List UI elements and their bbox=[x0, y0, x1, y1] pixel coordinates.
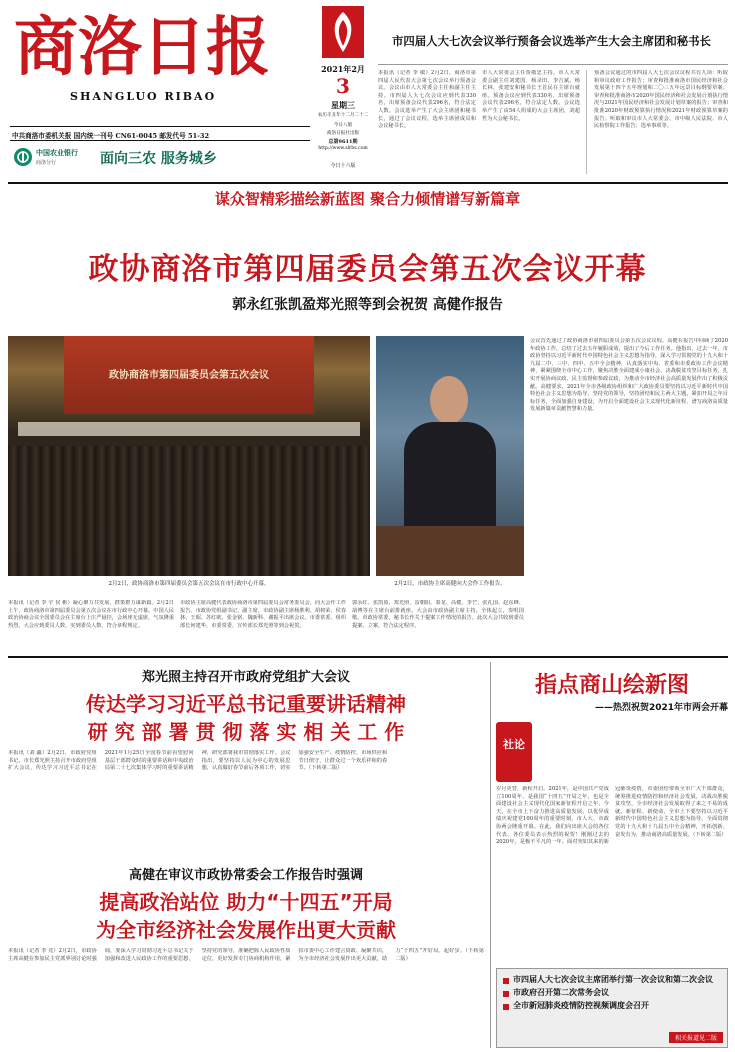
crane-logo-icon bbox=[322, 6, 364, 58]
top-headline: 市四届人大七次会议举行预备会议选举产生大会主席团和秘书长 bbox=[392, 34, 711, 48]
date-lunar: 农历辛丑年十二月二十二 bbox=[317, 113, 369, 118]
square-bullet-icon bbox=[503, 978, 509, 984]
bank-slogan: 面向三农 服务城乡 bbox=[100, 151, 217, 167]
story2-headline-2: 研 究 部 署 贯 彻 落 实 相 关 工 作 bbox=[87, 720, 405, 744]
feature-headline: 指点商山绘新图 bbox=[534, 673, 689, 698]
photo-banner-text: 政协商洛市第四届委员会第五次会议 bbox=[109, 370, 269, 381]
story3-body: 本报讯（记者 李 竞）2月2日，市政协主席高健在参加民主党派界别讨论时强调，要深入学习贯彻习近平总书记关于加强和改进人民政协工作的重要思想，坚持党的领导，准确把握人民政协性质定位，更好发挥专门协商机构作用，紧扣市委中心工作建言资政、凝聚共识，为全市经济社会发展作出更大贡献，助力“十四五”开好局、起好步。（下转第二版） bbox=[8, 948, 484, 962]
index-item[interactable] bbox=[503, 988, 721, 998]
date-year-month: 2021年2月 bbox=[321, 64, 365, 74]
masthead-info-line: 中共商洛市委机关报 国内统一刊号 CN61-0045 邮发代号 51-32 bbox=[12, 132, 210, 140]
lead-rule bbox=[8, 656, 728, 658]
site-url: http://www.slrbs.com bbox=[318, 146, 368, 151]
index-footer[interactable]: 相关报道见二版 bbox=[669, 1032, 723, 1043]
square-bullet-icon bbox=[503, 1004, 509, 1010]
newspaper-pinyin: SHANGLUO RIBAO bbox=[70, 90, 217, 103]
bank-ad bbox=[10, 144, 310, 176]
issue-line3: 总第9611期 bbox=[328, 139, 358, 145]
story3-kicker: 高健在审议市政协常委会工作报告时强调 bbox=[128, 868, 363, 883]
lead-headline: 政协商洛市第四届委员会第五次会议开幕 bbox=[88, 252, 647, 287]
index-item-label: 市四届人大七次会议主席团举行第一次会议和第二次会议 bbox=[513, 975, 713, 984]
conference-hall-photo bbox=[8, 336, 370, 576]
issue-line2: 商洛日报社出版 bbox=[326, 131, 360, 136]
bank-name: 中国农业银行 bbox=[36, 149, 78, 157]
story2-kicker: 郑光照主持召开市政府党组扩大会议 bbox=[141, 670, 350, 685]
editorial-logo-text: 社论 bbox=[503, 738, 525, 751]
top-story-col-right: 预备会议通过的市四届人大七次会议议程共有九项：听取和审议政府工作报告；审查和批准商洛市国民经济和社会发展第十四个五年规划和二〇三五年远景目标纲要草案；审查和批准商洛市2020年国民经济和社会发展计划执行情况与2021年国民经济和社会发展计划草案的报告；审查和批准2020年财政预算执行情况和2021年财政预算草案的报告；听取和审议市人大常委会、市中级人民法院、市人民检察院工作报告；选举事项等。 bbox=[594, 70, 728, 130]
lead-col-2: 市政协主席高健代表政协商洛市第四届委员会常务委员会，向大会作工作报告。市政协党组副书记、副主席，市政协副主席杨胜利、胡树荣、侯春林、王昭、苏红欧、张金铭、魏新科、谢振平出席会议。市委常委、组织部长何建华，市委常委、宣传部长郑光照等到会祝贺。 bbox=[180, 600, 346, 629]
bank-logo-icon bbox=[14, 148, 32, 166]
feature-subhead: ——热烈祝贺2021年市两会开幕 bbox=[594, 703, 728, 713]
feature-body: 岁月更替，新程开启。2021年，是中国共产党成立100周年，是我国“十四五”开局之年，也是全面建设社会主义现代化国家新征程开启之年。今天，在全市上下奋力推进高质量发展，以优异成绩庆祝建党100周年的重要时刻，市人大、市政协两会隆重开幕。在此，我们向出席大会的各位代表、各位委员表示热烈的祝贺！刚刚过去的2020年，是极不平凡的一年。面对突如其来的新冠肺炎疫情，市委团结带领全市广大干部群众，统筹推进疫情防控和经济社会发展，决战决胜脱贫攻坚，全市经济社会发展取得了来之不易的成就。新征程、新使命，全市上下要坚持以习近平新时代中国特色社会主义思想为指导，全面贯彻党的十九大和十九届五中全会精神，开拓创新、奋发有为，推动商洛高质量发展。（下转第二版） bbox=[496, 786, 728, 846]
top-story bbox=[378, 6, 728, 176]
story3-headline-1: 提高政治站位 助力“十四五”开局 bbox=[99, 890, 393, 914]
index-box bbox=[496, 968, 728, 1048]
date-box bbox=[312, 6, 374, 176]
story3 bbox=[8, 862, 484, 1048]
story2 bbox=[8, 662, 484, 858]
story2-headline-1: 传达学习习近平总书记重要讲话精神 bbox=[86, 692, 406, 716]
main-photo-caption: 2月2日，政协商洛市第四届委员会第五次会议在市行政中心开幕。 bbox=[108, 581, 270, 587]
lead-col-1: 本报讯（记者 李 宇 侯 彬）凝心聚力共发展，群策群力谋新篇。2月2日上午，政协商洛市第四届委员会第五次会议在市行政中心开幕。中国人民政治协商会议全国委员会在主席台上庄严悬挂，会场座无虚席，气氛隆重热烈。大会应到委员人数，实到委员人数，符合章程规定。 bbox=[8, 600, 174, 629]
top-story-col-mid: 市人大常委会主任贾敬忠主持。市人大常委会副主任刘建国、杨录田、李吉斌、杨长林、张建安和秘书长王首民在主席台就座。预备会议应到代表330名，出席预备会议代表296名，符合法定人数。会议选举产生了由54人组成的大会主席团，刘超哲为大会秘书长。 bbox=[482, 70, 580, 122]
masthead bbox=[10, 6, 310, 176]
index-item[interactable] bbox=[503, 1001, 721, 1011]
newspaper-title: 商洛日报 bbox=[14, 10, 270, 85]
story2-body: 本报讯（刘 疆）2月2日，市政府党组书记、市长郑光照主持召开市政府党组扩大会议，传达学习习近平总书记在2021年1月25日全国春节前看望慰问基层干部群众时的重要讲话和中央政治局第二十七次集体学习时的重要讲话精神，研究部署我市贯彻落实工作。会议指出，要坚持以人民为中心的发展思想，认真做好春节前后各项工作，切实加强安全生产、疫情防控、市场供应和节日值守，让群众过一个欢乐祥和的春节。（下转第二版） bbox=[8, 750, 388, 772]
masthead-rule bbox=[8, 182, 728, 184]
bank-sub: 商洛分行 bbox=[36, 160, 57, 166]
speaker-photo-caption: 2月2日，市政协主席高健向大会作工作报告。 bbox=[394, 581, 506, 587]
story3-headline-2: 为全市经济社会发展作出更大贡献 bbox=[96, 918, 396, 942]
lead-right-column: 会议首先通过了政协商洛市第四届委员会第五次会议议程。高健在报告中回顾了2020年政协工作，总结了过去五年履职成效，提出了今后工作任务。他指出，过去一年，市政协坚持以习近平新时代中国特色社会主义思想为指导，深入学习贯彻党的十九大和十九届二中、三中、四中、五中全会精神，认真落实中央、省委和市委政协工作会议精神，紧紧围绕全市中心工作，聚焦决胜全面建成小康社会、决战脱贫攻坚目标任务，扎实开展协商议政、民主监督和参政议政，为推动全市经济社会高质量发展作出了积极贡献。高健要求，2021年全市各级政协组织和广大政协委员要坚持以习近平新时代中国特色社会主义思想为指导，坚持党的领导，坚持团结和民主两大主题，紧扣开局之年目标任务，全面加强自身建设，为开启全面建设社会主义现代化新征程、谱写商洛高质量发展新篇章贡献智慧和力量。 bbox=[530, 338, 728, 413]
lead-subhead: 郭永红张凯盈郑光照等到会祝贺 高健作报告 bbox=[232, 297, 503, 313]
feature bbox=[496, 662, 728, 962]
lead-kicker: 谋众智精彩描绘新蓝图 聚合力倾情谱写新篇章 bbox=[214, 190, 521, 208]
index-item-label: 市政府召开第二次常务会议 bbox=[513, 988, 609, 997]
square-bullet-icon bbox=[503, 991, 509, 997]
top-story-col-left: 本报讯（记者 李 敏）2月2日，商洛市第四届人民代表大会第七次会议举行预备会议。会议由市人大常委会主任和副主任主持。市四届人大七次会议应到代表330名，出席预备会议代表296名，符合法定人数。会议选举产生了大会主席团和秘书长，通过了会议议程，选举主席团成员和会议秘书长。 bbox=[378, 70, 476, 130]
speaker-photo bbox=[376, 336, 524, 576]
editorial-logo bbox=[496, 722, 532, 782]
today-pages: 今日十六版 bbox=[330, 163, 356, 169]
date-weekday: 星期三 bbox=[331, 100, 355, 110]
lead-col-3: 郭永红、张凯盈、郑光照、雷朝阳、秦龙、高健、李芒、张礼国、赵东峰、胡博等在主席台前排就座。大会由市政协副主席主持。全体起立，奏唱国歌。市政协常委、秘书长作关于提案工作情况的报告。此次大会共收到委员提案，立案，符合法定程序。 bbox=[352, 600, 524, 629]
index-item-label: 全市新冠肺炎疫情防控视频调度会召开 bbox=[513, 1001, 649, 1010]
index-item[interactable] bbox=[503, 975, 721, 985]
issue-line1: 今日八版 bbox=[333, 123, 353, 128]
date-day: 3 bbox=[336, 74, 350, 98]
